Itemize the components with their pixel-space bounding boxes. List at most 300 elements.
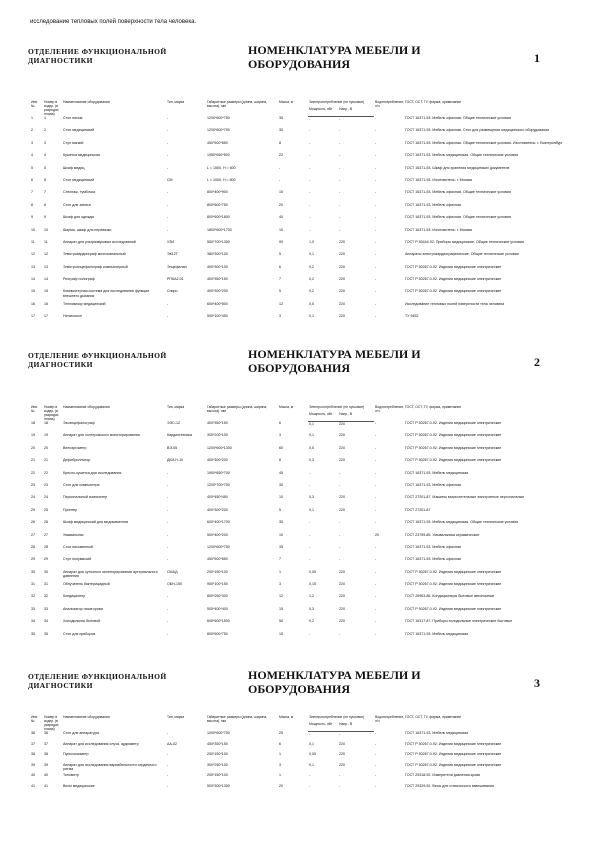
cell-power: 0,1: [309, 252, 314, 257]
cell-mass: 7: [279, 557, 281, 562]
table-row: [30, 178, 570, 190]
cell-voltage: -: [339, 470, 341, 475]
cell-dims: 200*150*100: [207, 752, 228, 756]
col-header-power-group: Электропотребление (не пусковое): [309, 715, 365, 719]
cell-code: 27: [44, 532, 48, 537]
cell-name: Стол медицинский: [63, 128, 95, 133]
cell-type: -: [167, 606, 169, 611]
cell-voltage: -: [339, 482, 341, 487]
cell-water: -: [375, 116, 377, 120]
cell-notes: ГОСТ Р 50267.0-92. Изделия медицинские электрические: [405, 752, 502, 756]
cell-water: -: [375, 190, 377, 195]
cell-mass: 40: [279, 215, 283, 220]
cell-notes: ГОСТ 16371-93. Шкаф для хранения медицинских документов: [405, 165, 510, 170]
cell-mass: 7: [279, 277, 281, 282]
cell-notes: ГОСТ Р 50267.0-92. Изделия медицинские электрические: [405, 277, 502, 282]
cell-name: Электрокардиограф многоканальный: [63, 252, 126, 257]
cell-mass: 30: [279, 128, 283, 133]
cell-no: 21: [31, 458, 35, 463]
page-number: 1: [534, 51, 540, 65]
col-header-mass: Масса, кг: [279, 405, 294, 409]
cell-type: ВЭ-05: [167, 445, 178, 450]
cell-dims: 1200*700*750: [207, 482, 230, 487]
col-header-no: Инв. №: [31, 405, 39, 413]
cell-dims: 1950*650*500: [207, 153, 230, 158]
cell-voltage: 220: [339, 594, 345, 599]
cell-power: 0,5: [309, 301, 314, 306]
cell-no: 4: [31, 153, 33, 158]
col-header-power: Мощность, кВт: [308, 412, 338, 421]
col-header-voltage: Напр., В: [338, 722, 374, 731]
cell-no: 34: [31, 619, 35, 624]
col-header-notes: ГОСТ, ОСТ, ТУ, фирма, примечание: [405, 715, 462, 719]
cell-mass: 12: [279, 301, 283, 306]
cell-water: -: [375, 557, 377, 562]
cell-power: 0,1: [309, 433, 314, 438]
col-header-dims: Габаритные размеры (длина, ширина, высота), мм: [207, 405, 268, 413]
cell-notes: ГОСТ 16371-93. Мебель офисная. Общие технические условия. Изготовитель: г. Екатеринбург: [405, 140, 563, 145]
cell-type: СМ: [167, 177, 173, 182]
cell-voltage: 220: [339, 314, 345, 319]
cell-notes: ГОСТ 27201-87: [405, 507, 431, 512]
cell-no: 23: [31, 482, 35, 487]
cell-no: 18: [31, 421, 35, 425]
cell-code: 1: [44, 116, 46, 120]
cell-type: ЭЭС-12: [167, 421, 180, 425]
cell-power: 0,3: [309, 458, 314, 463]
section-title: НОМЕНКЛАТУРА МЕБЕЛИ И ОБОРУДОВАНИЯ: [248, 347, 421, 375]
cell-code: 12: [44, 252, 48, 257]
cell-name: Электроэнцефалограф компьютерный: [63, 264, 128, 269]
cell-dims: L = 1500, H = 600: [207, 165, 236, 170]
cell-dims: 800*500*750: [207, 631, 228, 636]
cell-water: -: [375, 421, 377, 425]
cell-water: -: [375, 631, 377, 636]
cell-no: 35: [31, 631, 35, 636]
cell-name: Кушетка медицинская: [63, 153, 100, 158]
cell-type: Кардиотехника: [167, 433, 192, 438]
col-header-voltage: Напр., В: [338, 412, 374, 421]
cell-voltage: 220: [339, 458, 345, 463]
cell-type: -: [167, 314, 169, 319]
cell-name: Стол медицинский: [63, 177, 95, 182]
table-row: [30, 314, 570, 326]
cell-water: -: [375, 582, 377, 587]
cell-dims: 450*350*150: [207, 741, 228, 746]
cell-power: -: [309, 544, 311, 549]
cell-dims: 300*250*100: [207, 762, 228, 767]
cell-water: -: [375, 594, 377, 599]
cell-type: -: [167, 301, 169, 306]
cell-name: Пульсоксиметр: [63, 752, 89, 756]
cell-type: СМАД: [167, 569, 178, 574]
cell-voltage: 220: [339, 445, 345, 450]
cell-water: -: [375, 470, 377, 475]
cell-code: 17: [44, 314, 48, 319]
cell-voltage: -: [339, 557, 341, 562]
cell-notes: ГОСТ Р 50267.0-92. Изделия медицинские электрические: [405, 433, 502, 438]
cell-dims: 500*100*450: [207, 314, 228, 319]
cell-dims: 500*300*1300: [207, 783, 230, 788]
table-row: [30, 166, 570, 178]
cell-name: Весы медицинские: [63, 783, 95, 788]
cell-voltage: -: [339, 202, 341, 207]
cell-code: 22: [44, 470, 48, 475]
table-row: [30, 252, 570, 264]
section-title: НОМЕНКЛАТУРА МЕБЕЛИ И ОБОРУДОВАНИЯ: [248, 668, 421, 696]
department-name: ОТДЕЛЕНИЕ ФУНКЦИОНАЛЬНОЙ ДИАГНОСТИКИ: [28, 351, 167, 369]
cell-no: 32: [31, 594, 35, 599]
cell-no: 16: [31, 301, 35, 306]
cell-mass: 6: [279, 264, 281, 269]
document-title: исследование тепловых полей поверхности тела человека.: [30, 19, 197, 25]
cell-power: -: [309, 482, 311, 487]
table-row: [30, 302, 570, 314]
cell-code: 31: [44, 582, 48, 587]
col-header-dims: Габаритные размеры (длина, ширина, высота), мм: [207, 100, 268, 108]
cell-type: -: [167, 773, 169, 777]
cell-voltage: -: [339, 532, 341, 537]
cell-water: -: [375, 215, 377, 220]
cell-water: -: [375, 264, 377, 269]
cell-voltage: 220: [339, 421, 345, 426]
cell-no: 30: [31, 569, 35, 574]
cell-notes: ГОСТ 16317-87. Приборы холодильные электрические бытовые: [405, 619, 513, 624]
cell-code: 40: [44, 773, 48, 777]
cell-power: -: [309, 520, 311, 525]
cell-power: -: [309, 227, 311, 232]
cell-power: 0,2: [309, 277, 314, 282]
cell-name: Кондиционер: [63, 594, 86, 599]
cell-no: 31: [31, 582, 35, 587]
cell-type: -: [167, 631, 169, 636]
cell-water: -: [375, 177, 377, 182]
cell-type: -: [167, 190, 169, 195]
col-header-no: Инв. №: [31, 715, 39, 723]
table-row: [30, 619, 570, 631]
table-row: [30, 203, 570, 215]
cell-water: -: [375, 165, 377, 170]
cell-code: 41: [44, 783, 48, 788]
cell-code: 23: [44, 482, 48, 487]
cell-power: 0,3: [309, 495, 314, 500]
cell-mass: -: [279, 165, 281, 170]
cell-name: Принтер: [63, 507, 78, 512]
cell-name: Аппарат для суточного мониторирования артериального давления: [63, 569, 158, 578]
cell-type: -: [167, 557, 169, 562]
table-row: [30, 533, 570, 545]
cell-dims: 800*600*750: [207, 202, 228, 207]
table-row: [30, 594, 570, 606]
cell-name: Реограф полиграф: [63, 277, 95, 282]
cell-water: -: [375, 289, 377, 294]
cell-dims: 380*300*100: [207, 252, 228, 257]
table-row: [30, 240, 570, 252]
cell-dims: 600*600*1500: [207, 619, 230, 624]
cell-code: 9: [44, 215, 46, 220]
cell-notes: ГОСТ 16371-93. Мебель медицинская: [405, 470, 469, 475]
cell-mass: -: [279, 177, 281, 182]
cell-water: -: [375, 433, 377, 438]
cell-dims: 1200*600*750: [207, 116, 230, 120]
cell-code: 19: [44, 433, 48, 438]
cell-notes: ГОСТ Р 50267.0-92. Изделия медицинские электрические: [405, 264, 502, 269]
table-row: [30, 277, 570, 289]
cell-code: 14: [44, 277, 48, 282]
cell-notes: ГОСТ Р 50267.0-92. Изделия медицинские электрические: [405, 445, 502, 450]
cell-no: 14: [31, 277, 35, 282]
table-row: [30, 433, 570, 445]
table-row: [30, 153, 570, 165]
cell-type: -: [167, 140, 169, 145]
cell-mass: 12: [279, 594, 283, 599]
cell-mass: 20: [279, 202, 283, 207]
cell-notes: ГОСТ Р 50267.0-92. Изделия медицинские электрические: [405, 289, 502, 294]
cell-water: -: [375, 520, 377, 525]
cell-water: -: [375, 507, 377, 512]
cell-notes: ГОСТ Р 50267.0-92. Изделия медицинские электрические: [405, 569, 502, 574]
page-number: 2: [534, 355, 540, 369]
cell-water: -: [375, 482, 377, 487]
cell-no: 15: [31, 289, 35, 294]
table-row: [30, 190, 570, 202]
col-header-code: Номер в кодир. (в разрядах плана): [44, 405, 59, 421]
cell-type: -: [167, 762, 169, 767]
cell-type: -: [167, 594, 169, 599]
cell-notes: ГОСТ 27201-87. Машины вычислительные электронные персональные: [405, 495, 525, 500]
cell-voltage: -: [339, 190, 341, 195]
cell-power: -: [309, 557, 311, 562]
cell-voltage: 220: [339, 606, 345, 611]
table-row: [30, 742, 570, 753]
cell-type: -: [167, 215, 169, 220]
cell-power: 0,3: [309, 606, 314, 611]
cell-voltage: 220: [339, 252, 345, 257]
cell-notes: ГОСТ 16371-93. Изготовитель: г. Москва: [405, 177, 472, 182]
cell-voltage: 220: [339, 582, 345, 587]
cell-dims: 800*400*900: [207, 190, 228, 195]
department-name: ОТДЕЛЕНИЕ ФУНКЦИОНАЛЬНОЙ ДИАГНОСТИКИ: [28, 672, 167, 690]
cell-no: 24: [31, 495, 35, 500]
table-body: [30, 116, 570, 327]
cell-power: 1,0: [309, 239, 314, 244]
cell-type: -: [167, 520, 169, 525]
cell-name: Негатоскоп: [63, 314, 82, 319]
cell-name: Персональный компьютер: [63, 495, 108, 500]
col-header-power: Мощность, кВт: [308, 722, 338, 731]
cell-mass: 45: [279, 470, 283, 475]
cell-notes: ГОСТ Р 50267.0-92. Изделия медицинские электрические: [405, 421, 502, 425]
cell-code: 36: [44, 731, 48, 735]
col-header-power: Мощность, кВт: [308, 107, 338, 116]
cell-dims: 400*350*150: [207, 277, 228, 282]
cell-code: 24: [44, 495, 48, 500]
cell-voltage: 220: [339, 264, 345, 269]
cell-power: 0,2: [309, 619, 314, 624]
cell-name: Облучатель бактерицидный: [63, 582, 110, 587]
cell-voltage: 220: [339, 239, 345, 244]
cell-no: 26: [31, 520, 35, 525]
cell-type: -: [167, 731, 169, 735]
cell-no: 29: [31, 557, 35, 562]
cell-dims: 1200*600*1300: [207, 445, 232, 450]
cell-notes: ГОСТ Р 50267.0-92. Изделия медицинские электрические: [405, 458, 502, 463]
col-header-no: Инв. №: [31, 100, 39, 108]
cell-mass: 15: [279, 190, 283, 195]
col-header-power-group: Электропотребление (не пусковое): [309, 100, 365, 104]
cell-no: 37: [31, 741, 35, 746]
cell-name: Умывальник: [63, 532, 84, 537]
cell-dims: 450*500*850: [207, 140, 228, 145]
cell-water: -: [375, 762, 377, 767]
cell-mass: 25: [279, 731, 283, 735]
cell-code: 35: [44, 631, 48, 636]
cell-name: Ширма, шкаф для перевязки: [63, 227, 112, 232]
cell-dims: 400*300*200: [207, 289, 228, 294]
cell-code: 8: [44, 202, 46, 207]
cell-notes: ГОСТ 16371-93. Мебель офисная. Общие технические условия: [405, 190, 511, 195]
cell-notes: ГОСТ 16371-93. Мебель медицинская: [405, 631, 469, 636]
table-row: [30, 483, 570, 495]
cell-power: 0,1: [309, 507, 314, 512]
cell-dims: 600*400*500: [207, 301, 228, 306]
cell-mass: 5: [279, 289, 281, 294]
cell-power: -: [309, 631, 311, 636]
cell-dims: 1900*650*700: [207, 470, 230, 475]
cell-notes: ГОСТ 16371-93. Мебель медицинская: [405, 731, 469, 735]
cell-power: -: [309, 215, 311, 220]
cell-type: -: [167, 619, 169, 624]
cell-code: 25: [44, 507, 48, 512]
cell-mass: 35: [279, 116, 283, 120]
cell-notes: Аппараты электрокардиографические. Общие технические условия: [405, 252, 519, 257]
cell-type: ДКИ-Н-10: [167, 458, 184, 463]
cell-mass: 35: [279, 520, 283, 525]
section-title: НОМЕНКЛАТУРА МЕБЕЛИ И ОБОРУДОВАНИЯ: [248, 43, 421, 71]
cell-mass: 1: [279, 752, 281, 756]
table-row: [30, 228, 570, 240]
cell-water: -: [375, 314, 377, 319]
cell-voltage: -: [339, 215, 341, 220]
cell-dims: 400*300*200: [207, 507, 228, 512]
cell-no: 20: [31, 445, 35, 450]
cell-notes: ГОСТ Р 50267.0-92. Изделия медицинские электрические: [405, 606, 502, 611]
cell-voltage: -: [339, 116, 341, 121]
cell-voltage: 220: [339, 619, 345, 624]
cell-power: -: [309, 177, 311, 182]
equipment-table-3: [30, 715, 570, 794]
cell-power: 0,1: [309, 421, 314, 426]
cell-code: 32: [44, 594, 48, 599]
cell-notes: ГОСТ Р 50267.0-92. Изделия медицинские электрические: [405, 762, 502, 767]
col-header-name: Наименование оборудования: [63, 715, 110, 719]
cell-dims: 400*350*150: [207, 421, 228, 425]
cell-no: 9: [31, 215, 33, 220]
cell-power: -: [309, 731, 311, 736]
cell-voltage: -: [339, 177, 341, 182]
cell-voltage: -: [339, 165, 341, 170]
cell-name: Стол для компьютера: [63, 482, 100, 487]
cell-code: 30: [44, 569, 48, 574]
table-row: [30, 508, 570, 520]
cell-mass: 35: [279, 544, 283, 549]
cell-dims: 1200*600*750: [207, 128, 230, 133]
cell-no: 19: [31, 433, 35, 438]
cell-code: 38: [44, 752, 48, 756]
cell-mass: 90: [279, 239, 283, 244]
cell-code: 13: [44, 264, 48, 269]
cell-mass: 8: [279, 140, 281, 145]
cell-mass: 3: [279, 314, 281, 319]
cell-voltage: 220: [339, 277, 345, 282]
cell-dims: 800*600*1800: [207, 215, 230, 220]
table-row: [30, 582, 570, 594]
cell-mass: 3: [279, 433, 281, 438]
cell-voltage: 220: [339, 289, 345, 294]
cell-voltage: -: [339, 631, 341, 636]
table-row: [30, 116, 570, 128]
cell-no: 3: [31, 140, 33, 145]
cell-power: 0,05: [309, 569, 316, 574]
cell-no: 10: [31, 227, 35, 232]
cell-mass: 5: [279, 252, 281, 257]
cell-no: 17: [31, 314, 35, 319]
cell-power: 0,2: [309, 264, 314, 269]
cell-type: -: [167, 783, 169, 788]
cell-no: 28: [31, 544, 35, 549]
cell-voltage: 220: [339, 741, 345, 746]
cell-water: -: [375, 153, 377, 158]
cell-water: -: [375, 752, 377, 756]
cell-mass: 60: [279, 445, 283, 450]
cell-name: Стул полумягкий: [63, 557, 92, 562]
cell-mass: 10: [279, 227, 283, 232]
cell-power: -: [309, 190, 311, 195]
cell-power: -: [309, 470, 311, 475]
cell-type: РПКА2-01: [167, 277, 184, 282]
equipment-table-2: [30, 405, 570, 644]
cell-name: Стол для записи: [63, 202, 91, 207]
cell-water: -: [375, 277, 377, 282]
cell-water: -: [375, 140, 377, 145]
cell-name: Шкаф медицинский для медикаментов: [63, 520, 129, 525]
cell-voltage: -: [339, 783, 341, 788]
cell-name: Стул мягкий: [63, 140, 84, 145]
cell-no: 36: [31, 731, 35, 735]
table-row: [30, 421, 570, 433]
cell-power: 0,2: [309, 289, 314, 294]
table-body: [30, 421, 570, 644]
cell-mass: 10: [279, 495, 283, 500]
cell-voltage: 220: [339, 569, 345, 574]
cell-dims: L = 1000, H = 800: [207, 177, 236, 182]
table-row: [30, 773, 570, 784]
cell-mass: 3: [279, 762, 281, 767]
cell-no: 13: [31, 264, 35, 269]
cell-water: -: [375, 619, 377, 624]
col-header-code: Номер в кодир. (в разрядах плана): [44, 100, 59, 116]
cell-no: 8: [31, 202, 33, 207]
cell-type: -: [167, 544, 169, 549]
cell-voltage: -: [339, 128, 341, 133]
table-row: [30, 763, 570, 774]
col-header-water: Водопотребление, л/ч: [375, 100, 405, 108]
cell-power: -: [309, 783, 311, 788]
cell-voltage: -: [339, 153, 341, 158]
cell-code: 10: [44, 227, 48, 232]
cell-dims: 500*400*200: [207, 532, 228, 537]
cell-name: Велоэргометр: [63, 445, 87, 450]
